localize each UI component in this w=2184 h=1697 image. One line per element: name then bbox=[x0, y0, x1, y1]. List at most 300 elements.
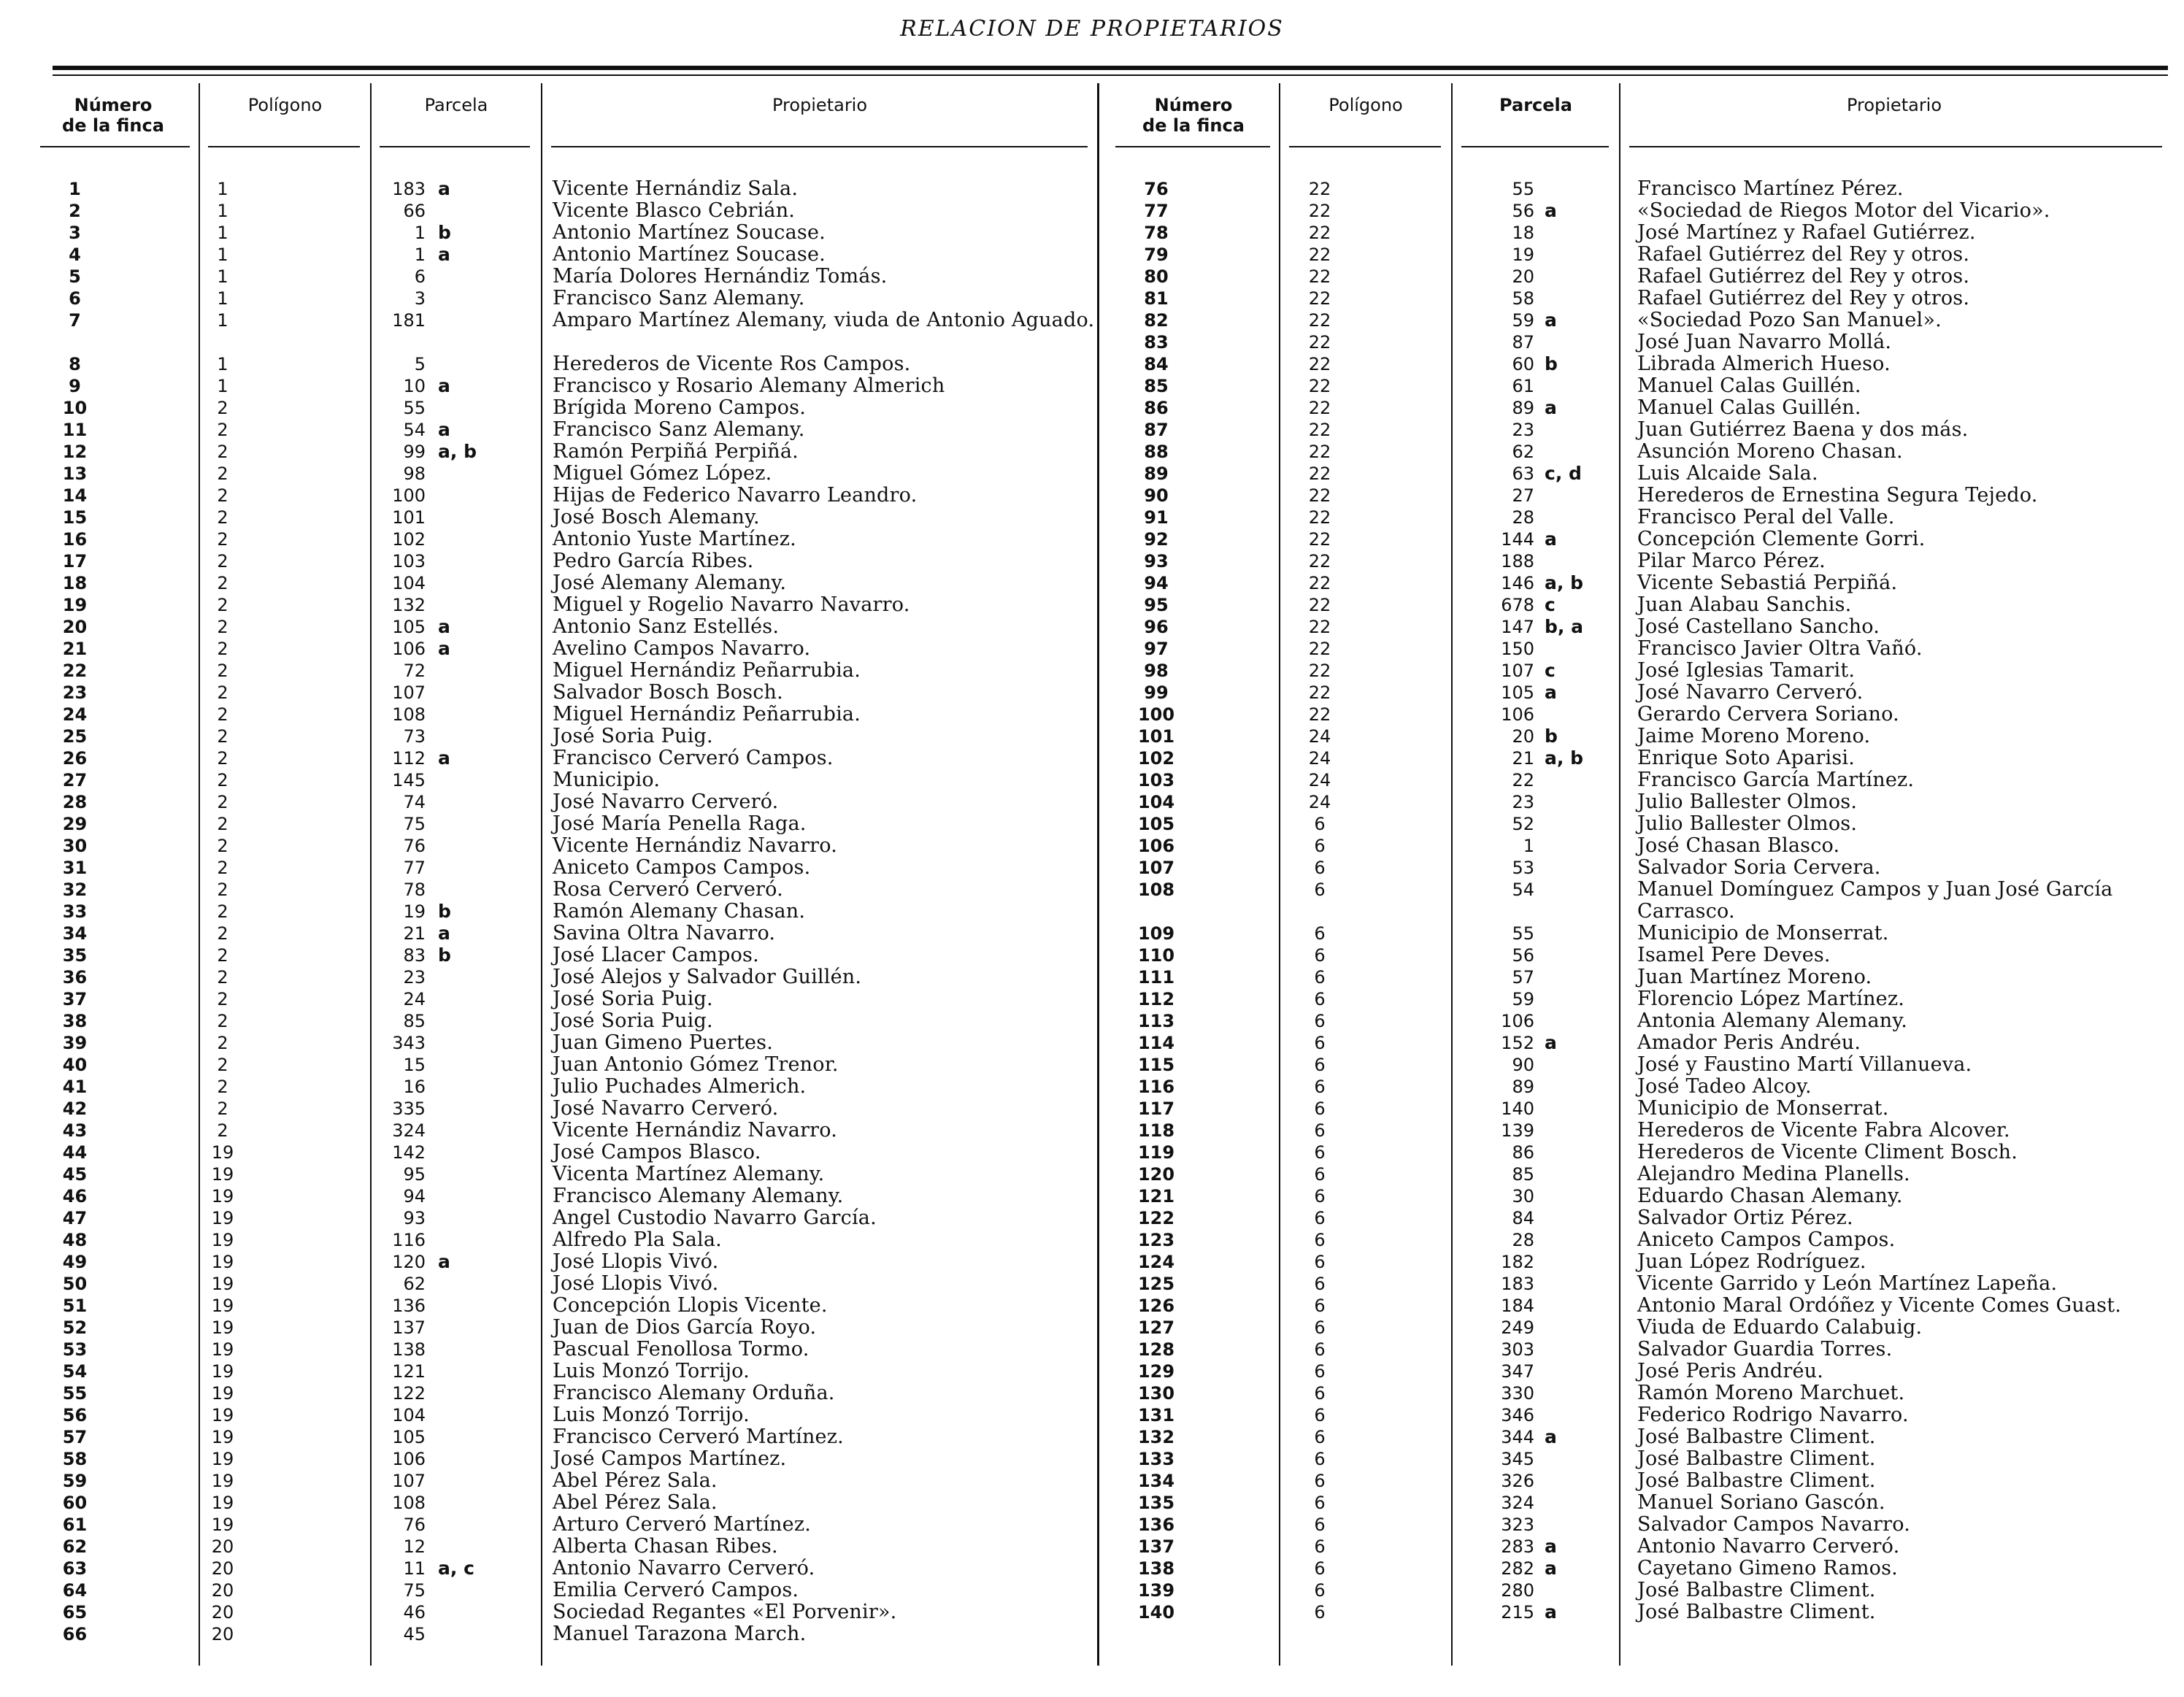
propietario-name: Municipio de Monserrat. bbox=[1637, 1097, 1889, 1120]
table-row bbox=[1108, 222, 2168, 244]
finca-number: 29 bbox=[62, 814, 88, 834]
finca-number: 54 bbox=[62, 1361, 88, 1382]
parcela-value: 54 bbox=[403, 420, 426, 440]
poligono-value: 6 bbox=[1314, 1383, 1326, 1404]
parcela-value: 54 bbox=[1512, 880, 1534, 900]
parcela-value: 99 bbox=[403, 442, 426, 462]
finca-number: 40 bbox=[62, 1055, 88, 1075]
parcela-value: 183 bbox=[392, 179, 426, 199]
table-row bbox=[1108, 397, 2168, 419]
poligono-value: 6 bbox=[1314, 880, 1326, 900]
finca-number: 83 bbox=[1144, 332, 1169, 353]
propietario-name: Avelino Campos Navarro. bbox=[553, 637, 811, 660]
poligono-value: 22 bbox=[1308, 179, 1331, 199]
poligono-value: 2 bbox=[217, 1055, 228, 1075]
finca-number: 131 bbox=[1137, 1405, 1175, 1425]
table-row bbox=[1108, 375, 2168, 397]
table-row bbox=[40, 1120, 1102, 1142]
poligono-value: 19 bbox=[211, 1296, 234, 1316]
parcela-value: 106 bbox=[1501, 704, 1534, 725]
poligono-value: 2 bbox=[217, 1098, 228, 1119]
table-row bbox=[40, 988, 1102, 1010]
propietario-name: Sociedad Regantes «El Porvenir». bbox=[553, 1601, 897, 1623]
propietario-name: Librada Almerich Hueso. bbox=[1637, 353, 1891, 375]
propietario-name: Rafael Gutiérrez del Rey y otros. bbox=[1637, 287, 1970, 309]
poligono-value: 6 bbox=[1314, 858, 1326, 878]
header-numero-line2: de la finca bbox=[1142, 115, 1245, 136]
finca-number: 77 bbox=[1144, 201, 1169, 221]
propietario-name: José Chasan Blasco. bbox=[1637, 834, 1840, 857]
table-row bbox=[40, 485, 1102, 507]
parcela-letter: a bbox=[1545, 1032, 1557, 1053]
propietario-name: Rafael Gutiérrez del Rey y otros. bbox=[1637, 243, 1970, 266]
poligono-value: 22 bbox=[1308, 310, 1331, 331]
propietario-name: Aniceto Campos Campos. bbox=[553, 856, 811, 879]
parcela-value: 106 bbox=[392, 1449, 426, 1469]
finca-number: 102 bbox=[1137, 748, 1175, 769]
finca-number: 135 bbox=[1137, 1493, 1175, 1513]
table-row bbox=[40, 966, 1102, 988]
table-row bbox=[40, 726, 1102, 747]
parcela-letter: b bbox=[438, 901, 451, 922]
parcela-letter: a bbox=[1545, 397, 1557, 418]
table-left-half bbox=[40, 76, 1102, 1674]
table-row bbox=[40, 1382, 1102, 1404]
parcela-letter: a bbox=[1545, 1426, 1557, 1447]
propietario-name: Salvador Guardia Torres. bbox=[1637, 1338, 1893, 1361]
finca-number: 114 bbox=[1137, 1033, 1175, 1053]
table-row bbox=[40, 1273, 1102, 1295]
parcela-letter: b bbox=[438, 944, 451, 966]
table-row bbox=[1108, 966, 2168, 988]
table-row bbox=[40, 1448, 1102, 1470]
propietario-name: Luis Monzó Torrijo. bbox=[553, 1404, 750, 1426]
poligono-value: 2 bbox=[217, 529, 228, 550]
propietario-name: Manuel Tarazona March. bbox=[553, 1623, 807, 1645]
poligono-value: 19 bbox=[211, 1427, 234, 1447]
poligono-value: 6 bbox=[1314, 1208, 1326, 1228]
table-row bbox=[1108, 944, 2168, 966]
table-row bbox=[1108, 1579, 2168, 1601]
finca-number: 7 bbox=[69, 310, 81, 331]
header-underline bbox=[208, 146, 360, 147]
poligono-value: 2 bbox=[217, 704, 228, 725]
table-row bbox=[1108, 1251, 2168, 1273]
parcela-value: 249 bbox=[1501, 1317, 1534, 1338]
poligono-value: 6 bbox=[1314, 1427, 1326, 1447]
parcela-value: 12 bbox=[403, 1536, 426, 1557]
propietario-name: Julio Puchades Almerich. bbox=[553, 1075, 807, 1098]
parcela-value: 120 bbox=[392, 1252, 426, 1272]
poligono-value: 6 bbox=[1314, 1011, 1326, 1031]
finca-number: 112 bbox=[1137, 989, 1175, 1009]
parcela-value: 23 bbox=[1512, 420, 1534, 440]
table-row bbox=[1108, 441, 2168, 463]
parcela-value: 106 bbox=[1501, 1011, 1534, 1031]
header-numero-finca bbox=[1108, 95, 1279, 136]
propietario-name: Vicente Hernándiz Sala. bbox=[553, 177, 799, 200]
finca-number: 9 bbox=[69, 376, 81, 396]
finca-number: 11 bbox=[62, 420, 88, 440]
finca-number: 19 bbox=[62, 595, 88, 615]
finca-number: 103 bbox=[1137, 770, 1175, 790]
propietario-name: José Peris Andréu. bbox=[1637, 1360, 1824, 1382]
propietario-name: Francisco Martínez Pérez. bbox=[1637, 177, 1904, 200]
parcela-value: 57 bbox=[1512, 967, 1534, 988]
poligono-value: 19 bbox=[211, 1449, 234, 1469]
finca-number: 79 bbox=[1144, 245, 1169, 265]
poligono-value: 20 bbox=[211, 1580, 234, 1601]
header-underline bbox=[1115, 146, 1270, 147]
finca-number: 110 bbox=[1137, 945, 1175, 966]
parcela-value: 280 bbox=[1501, 1580, 1534, 1601]
propietario-name: José Balbastre Climent. bbox=[1637, 1469, 1876, 1492]
poligono-value: 2 bbox=[217, 507, 228, 528]
parcela-letter: a bbox=[438, 178, 450, 199]
table-row bbox=[1108, 879, 2168, 923]
finca-number: 60 bbox=[62, 1493, 88, 1513]
table-row bbox=[1108, 507, 2168, 528]
finca-number: 66 bbox=[62, 1624, 88, 1644]
finca-number: 127 bbox=[1137, 1317, 1175, 1338]
parcela-letter: c, d bbox=[1545, 463, 1582, 484]
table-row bbox=[1108, 660, 2168, 682]
finca-number: 86 bbox=[1144, 398, 1169, 418]
propietario-name: José y Faustino Martí Villanueva. bbox=[1637, 1053, 1972, 1076]
table-row bbox=[40, 923, 1102, 944]
finca-number: 124 bbox=[1137, 1252, 1175, 1272]
parcela-value: 20 bbox=[1512, 726, 1534, 747]
parcela-value: 188 bbox=[1501, 551, 1534, 572]
propietario-name: Manuel Domínguez Campos y Juan José García Carrasco. bbox=[1637, 878, 2113, 923]
table-row bbox=[1108, 747, 2168, 769]
table-row bbox=[1108, 616, 2168, 638]
finca-number: 56 bbox=[62, 1405, 88, 1425]
propietario-name: Francisco Cerveró Campos. bbox=[553, 747, 834, 769]
table-row bbox=[40, 835, 1102, 857]
propietario-name: Municipio de Monserrat. bbox=[1637, 922, 1889, 944]
table-row bbox=[1108, 1076, 2168, 1098]
table-row bbox=[1108, 594, 2168, 616]
table-row bbox=[40, 1142, 1102, 1163]
table-row bbox=[40, 769, 1102, 791]
table-row bbox=[40, 1010, 1102, 1032]
parcela-value: 19 bbox=[1512, 245, 1534, 265]
parcela-value: 27 bbox=[1512, 485, 1534, 506]
finca-number: 45 bbox=[62, 1164, 88, 1185]
poligono-value: 19 bbox=[211, 1471, 234, 1491]
poligono-value: 2 bbox=[217, 595, 228, 615]
finca-number: 85 bbox=[1144, 376, 1169, 396]
poligono-value: 6 bbox=[1314, 923, 1326, 944]
propietario-name: Francisco Peral del Valle. bbox=[1637, 506, 1895, 528]
propietario-name: Vicenta Martínez Alemany. bbox=[553, 1163, 825, 1185]
propietario-name: Abel Pérez Sala. bbox=[553, 1469, 718, 1492]
propietario-name: Juan de Dios García Royo. bbox=[553, 1316, 817, 1339]
parcela-value: 107 bbox=[392, 682, 426, 703]
parcela-value: 142 bbox=[392, 1142, 426, 1163]
parcela-value: 108 bbox=[392, 1493, 426, 1513]
table-row bbox=[40, 682, 1102, 704]
propietario-name: Juan López Rodríguez. bbox=[1637, 1250, 1866, 1273]
parcela-letter: a bbox=[438, 375, 450, 396]
parcela-value: 55 bbox=[1512, 923, 1534, 944]
parcela-value: 28 bbox=[1512, 1230, 1534, 1250]
parcela-value: 86 bbox=[1512, 1142, 1534, 1163]
poligono-value: 2 bbox=[217, 880, 228, 900]
table-row bbox=[1108, 288, 2168, 309]
table-row bbox=[1108, 1382, 2168, 1404]
propietario-name: Herederos de Vicente Ros Campos. bbox=[553, 353, 911, 375]
finca-number: 59 bbox=[62, 1471, 88, 1491]
finca-number: 115 bbox=[1137, 1055, 1175, 1075]
finca-number: 130 bbox=[1137, 1383, 1175, 1404]
finca-number: 123 bbox=[1137, 1230, 1175, 1250]
propietario-name: Salvador Bosch Bosch. bbox=[553, 681, 783, 704]
parcela-value: 282 bbox=[1501, 1558, 1534, 1579]
poligono-value: 22 bbox=[1308, 661, 1331, 681]
parcela-value: 11 bbox=[403, 1558, 426, 1579]
parcela-value: 347 bbox=[1501, 1361, 1534, 1382]
table-row bbox=[1108, 331, 2168, 353]
poligono-value: 6 bbox=[1314, 1536, 1326, 1557]
parcela-value: 1 bbox=[414, 245, 426, 265]
propietario-name: Herederos de Vicente Climent Bosch. bbox=[1637, 1141, 2018, 1163]
parcela-value: 59 bbox=[1512, 989, 1534, 1009]
finca-number: 94 bbox=[1144, 573, 1169, 593]
finca-number: 99 bbox=[1144, 682, 1169, 703]
parcela-value: 104 bbox=[392, 1405, 426, 1425]
poligono-value: 2 bbox=[217, 442, 228, 462]
parcela-value: 138 bbox=[392, 1339, 426, 1360]
table-row bbox=[40, 1163, 1102, 1185]
table-row bbox=[1108, 1273, 2168, 1295]
table-row bbox=[1108, 463, 2168, 485]
parcela-value: 343 bbox=[392, 1033, 426, 1053]
propietario-name: Juan Alabau Sanchis. bbox=[1637, 593, 1852, 616]
finca-number: 32 bbox=[62, 880, 88, 900]
poligono-value: 22 bbox=[1308, 617, 1331, 637]
table-row bbox=[1108, 791, 2168, 813]
parcela-value: 73 bbox=[403, 726, 426, 747]
table-row bbox=[40, 747, 1102, 769]
parcela-letter: a bbox=[1545, 682, 1557, 703]
table-row bbox=[1108, 1470, 2168, 1492]
table-row bbox=[40, 507, 1102, 528]
table-row bbox=[40, 1514, 1102, 1536]
poligono-value: 2 bbox=[217, 682, 228, 703]
table-row bbox=[40, 1185, 1102, 1207]
finca-number: 88 bbox=[1144, 442, 1169, 462]
finca-number: 134 bbox=[1137, 1471, 1175, 1491]
propietario-name: Juan Gutiérrez Baena y dos más. bbox=[1637, 418, 1969, 441]
poligono-value: 6 bbox=[1314, 1033, 1326, 1053]
parcela-value: 139 bbox=[1501, 1120, 1534, 1141]
propietario-name: Manuel Soriano Gascón. bbox=[1637, 1491, 1885, 1514]
propietario-name: Isamel Pere Deves. bbox=[1637, 944, 1831, 966]
propietario-name: José Soria Puig. bbox=[553, 1009, 713, 1032]
finca-number: 97 bbox=[1144, 639, 1169, 659]
parcela-letter: a bbox=[1545, 1601, 1557, 1623]
table-row bbox=[1108, 1404, 2168, 1426]
header-numero-line1: Número bbox=[1154, 95, 1233, 115]
header-poligono: Polígono bbox=[1329, 95, 1403, 115]
finca-number: 52 bbox=[62, 1317, 88, 1338]
propietario-name: Luis Alcaide Sala. bbox=[1637, 462, 1818, 485]
header-underline bbox=[551, 146, 1088, 147]
parcela-letter: a bbox=[1545, 200, 1557, 221]
table-row bbox=[1108, 1492, 2168, 1514]
propietario-name: Aniceto Campos Campos. bbox=[1637, 1228, 1896, 1251]
finca-number: 98 bbox=[1144, 661, 1169, 681]
finca-number: 34 bbox=[62, 923, 88, 944]
table-row bbox=[40, 200, 1102, 222]
poligono-value: 6 bbox=[1314, 1055, 1326, 1075]
finca-number: 10 bbox=[62, 398, 88, 418]
table-row bbox=[1108, 550, 2168, 572]
parcela-value: 63 bbox=[1512, 463, 1534, 484]
poligono-value: 19 bbox=[211, 1208, 234, 1228]
table-row bbox=[40, 1579, 1102, 1601]
poligono-value: 24 bbox=[1308, 748, 1331, 769]
parcela-letter: a, b bbox=[438, 441, 477, 462]
poligono-value: 2 bbox=[217, 814, 228, 834]
finca-number: 100 bbox=[1137, 704, 1175, 725]
poligono-value: 2 bbox=[217, 1011, 228, 1031]
finca-number: 95 bbox=[1144, 595, 1169, 615]
parcela-value: 1 bbox=[414, 223, 426, 243]
poligono-value: 1 bbox=[217, 376, 228, 396]
finca-number: 81 bbox=[1144, 288, 1169, 309]
finca-number: 16 bbox=[62, 529, 88, 550]
table-row bbox=[40, 791, 1102, 813]
propietario-name: Rosa Cerveró Cerveró. bbox=[553, 878, 783, 901]
poligono-value: 1 bbox=[217, 266, 228, 287]
header-numero-finca bbox=[40, 95, 186, 136]
parcela-value: 181 bbox=[392, 310, 426, 331]
table-row bbox=[1108, 244, 2168, 266]
table-row bbox=[1108, 1185, 2168, 1207]
table-row bbox=[40, 1623, 1102, 1645]
poligono-value: 6 bbox=[1314, 1471, 1326, 1491]
table-row bbox=[1108, 682, 2168, 704]
parcela-value: 101 bbox=[392, 507, 426, 528]
finca-number: 13 bbox=[62, 463, 88, 484]
parcela-value: 75 bbox=[403, 1580, 426, 1601]
propietario-name: «Sociedad Pozo San Manuel». bbox=[1637, 309, 1942, 331]
parcela-letter: a bbox=[1545, 1558, 1557, 1579]
parcela-value: 324 bbox=[1501, 1493, 1534, 1513]
table-row bbox=[40, 1558, 1102, 1579]
table-row bbox=[1108, 704, 2168, 726]
finca-number: 92 bbox=[1144, 529, 1169, 550]
propietario-name: José Balbastre Climent. bbox=[1637, 1425, 1876, 1448]
finca-number: 108 bbox=[1137, 880, 1175, 900]
propietario-name: Francisco Alemany Orduña. bbox=[553, 1382, 835, 1404]
poligono-value: 22 bbox=[1308, 639, 1331, 659]
finca-number: 2 bbox=[69, 201, 81, 221]
parcela-value: 121 bbox=[392, 1361, 426, 1382]
propietario-name: Asunción Moreno Chasan. bbox=[1637, 440, 1903, 463]
finca-number: 133 bbox=[1137, 1449, 1175, 1469]
finca-number: 25 bbox=[62, 726, 88, 747]
table-row bbox=[1108, 353, 2168, 375]
finca-number: 118 bbox=[1137, 1120, 1175, 1141]
header-underline bbox=[380, 146, 530, 147]
parcela-value: 324 bbox=[392, 1120, 426, 1141]
table-row bbox=[1108, 1601, 2168, 1623]
poligono-value: 1 bbox=[217, 354, 228, 374]
parcela-value: 76 bbox=[403, 1515, 426, 1535]
parcela-value: 28 bbox=[1512, 507, 1534, 528]
poligono-value: 2 bbox=[217, 836, 228, 856]
poligono-value: 2 bbox=[217, 901, 228, 922]
propietario-name: Antonio Martínez Soucase. bbox=[553, 221, 826, 244]
propietario-name: Ramón Moreno Marchuet. bbox=[1637, 1382, 1905, 1404]
table-row bbox=[40, 1601, 1102, 1623]
table-row bbox=[1108, 266, 2168, 288]
finca-number: 57 bbox=[62, 1427, 88, 1447]
parcela-value: 122 bbox=[392, 1383, 426, 1404]
propietario-name: Miguel Hernándiz Peñarrubia. bbox=[553, 659, 861, 682]
parcela-letter: a bbox=[1545, 528, 1557, 550]
header-underline bbox=[1289, 146, 1441, 147]
table-row bbox=[40, 528, 1102, 550]
table-row bbox=[1108, 1098, 2168, 1120]
finca-number: 117 bbox=[1137, 1098, 1175, 1119]
poligono-value: 2 bbox=[217, 463, 228, 484]
poligono-value: 22 bbox=[1308, 245, 1331, 265]
finca-number: 48 bbox=[62, 1230, 88, 1250]
propietario-name: José Juan Navarro Mollá. bbox=[1637, 331, 1892, 353]
table-row bbox=[1108, 1163, 2168, 1185]
propietario-name: Concepción Clemente Gorri. bbox=[1637, 528, 1926, 550]
parcela-letter: a, b bbox=[1545, 747, 1583, 769]
table-row bbox=[1108, 1361, 2168, 1382]
parcela-letter: a, b bbox=[1545, 572, 1583, 593]
table-row bbox=[40, 309, 1102, 353]
table-row bbox=[40, 660, 1102, 682]
poligono-value: 2 bbox=[217, 485, 228, 506]
parcela-value: 137 bbox=[392, 1317, 426, 1338]
poligono-value: 2 bbox=[217, 661, 228, 681]
header-propietario: Propietario bbox=[772, 95, 868, 115]
parcela-value: 77 bbox=[403, 858, 426, 878]
finca-number: 15 bbox=[62, 507, 88, 528]
table-row bbox=[40, 1076, 1102, 1098]
table-row bbox=[1108, 1339, 2168, 1361]
table-row bbox=[1108, 419, 2168, 441]
propietario-name: Vicente Blasco Cebrián. bbox=[553, 199, 796, 222]
poligono-value: 6 bbox=[1314, 1405, 1326, 1425]
propietario-name: Francisco y Rosario Alemany Almerich bbox=[553, 374, 945, 397]
poligono-value: 22 bbox=[1308, 485, 1331, 506]
table-row bbox=[40, 638, 1102, 660]
poligono-value: 6 bbox=[1314, 1120, 1326, 1141]
table-row bbox=[1108, 1558, 2168, 1579]
finca-number: 43 bbox=[62, 1120, 88, 1141]
parcela-value: 93 bbox=[403, 1208, 426, 1228]
parcela-value: 52 bbox=[1512, 814, 1534, 834]
propietario-name: Concepción Llopis Vicente. bbox=[553, 1294, 828, 1317]
finca-number: 33 bbox=[62, 901, 88, 922]
header-poligono: Polígono bbox=[247, 95, 323, 115]
parcela-value: 18 bbox=[1512, 223, 1534, 243]
poligono-value: 6 bbox=[1314, 836, 1326, 856]
table-row bbox=[1108, 528, 2168, 550]
propietario-name: Amparo Martínez Alemany, viuda de Antonio Aguado. bbox=[553, 309, 1095, 331]
table-right-half bbox=[1108, 76, 2168, 1674]
